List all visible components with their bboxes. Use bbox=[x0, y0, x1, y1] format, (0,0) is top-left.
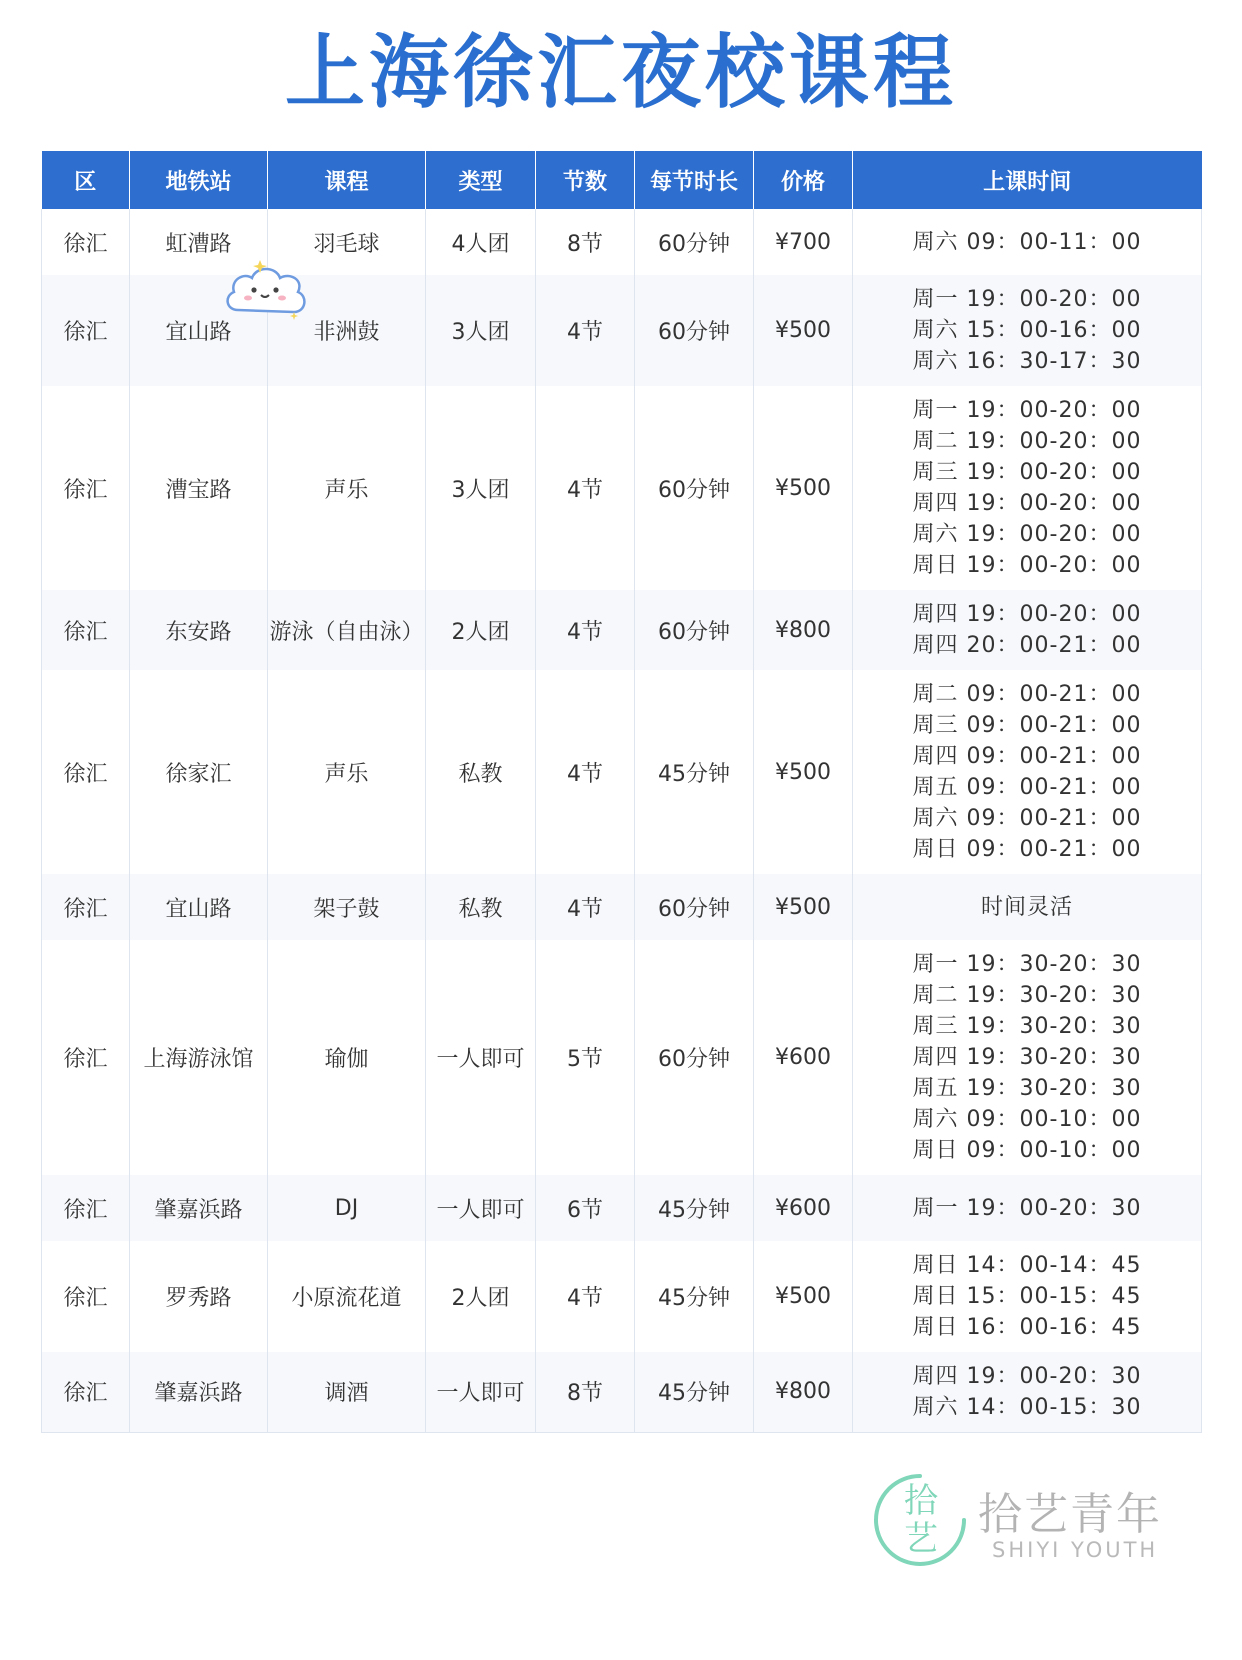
schedule-line: 周六 16：30-17：30 bbox=[912, 349, 1142, 374]
cloud-sticker-icon bbox=[220, 258, 312, 328]
cell-district: 徐汇 bbox=[42, 209, 130, 275]
schedule-line: 周四 20：00-21：00 bbox=[912, 633, 1142, 658]
cell-price: ¥800 bbox=[754, 1352, 853, 1432]
schedule-line: 周二 19：00-20：00 bbox=[912, 429, 1142, 454]
schedule-line: 周四 19：00-20：00 bbox=[912, 602, 1142, 627]
cell-duration: 60分钟 bbox=[635, 590, 754, 670]
cell-type: 私教 bbox=[426, 670, 536, 874]
cell-course: 小原流花道 bbox=[268, 1241, 426, 1352]
cell-schedule bbox=[853, 590, 1202, 670]
cell-price: ¥500 bbox=[754, 874, 853, 940]
page-title: 上海徐汇夜校课程 bbox=[285, 26, 957, 119]
schedule-line: 周三 09：00-21：00 bbox=[912, 713, 1142, 738]
schedule-line: 周日 14：00-14：45 bbox=[912, 1253, 1142, 1278]
table-row bbox=[42, 590, 1202, 670]
cell-duration: 60分钟 bbox=[635, 386, 754, 590]
cell-course: 架子鼓 bbox=[268, 874, 426, 940]
cell-course: DJ bbox=[268, 1175, 426, 1241]
header-district: 区 bbox=[42, 151, 130, 209]
cell-type: 2人团 bbox=[426, 590, 536, 670]
cell-duration: 45分钟 bbox=[635, 670, 754, 874]
cell-sessions: 4节 bbox=[536, 1241, 635, 1352]
cell-duration: 45分钟 bbox=[635, 1241, 754, 1352]
table-header-row bbox=[42, 151, 1202, 209]
cell-duration: 60分钟 bbox=[635, 874, 754, 940]
schedule-line: 周六 14：00-15：30 bbox=[912, 1394, 1142, 1420]
cell-course: 瑜伽 bbox=[268, 940, 426, 1175]
cell-district: 徐汇 bbox=[42, 1241, 130, 1352]
cell-station: 虹漕路 bbox=[130, 209, 268, 275]
watermark-logo-icon bbox=[870, 1470, 970, 1570]
cell-schedule bbox=[853, 209, 1202, 275]
cell-sessions: 4节 bbox=[536, 590, 635, 670]
cell-station: 东安路 bbox=[130, 590, 268, 670]
cell-course: 声乐 bbox=[268, 670, 426, 874]
cell-type: 4人团 bbox=[426, 209, 536, 275]
cell-district: 徐汇 bbox=[42, 670, 130, 874]
schedule-line: 周五 19：30-20：30 bbox=[912, 1076, 1142, 1101]
watermark-subtitle: SHIYI YOUTH bbox=[992, 1538, 1159, 1562]
schedule-line: 周三 19：30-20：30 bbox=[912, 1014, 1142, 1039]
header-price: 价格 bbox=[754, 151, 853, 209]
cell-type: 私教 bbox=[426, 874, 536, 940]
cell-station: 罗秀路 bbox=[130, 1241, 268, 1352]
cell-price: ¥600 bbox=[754, 940, 853, 1175]
table-row bbox=[42, 1175, 1202, 1241]
cell-type: 一人即可 bbox=[426, 1175, 536, 1241]
header-course: 课程 bbox=[268, 151, 426, 209]
cell-price: ¥500 bbox=[754, 275, 853, 386]
cell-station: 宜山路 bbox=[130, 275, 268, 386]
schedule-line: 周一 19：00-20：00 bbox=[912, 287, 1142, 312]
table-row bbox=[42, 1241, 1202, 1352]
cell-sessions: 4节 bbox=[536, 386, 635, 590]
cell-station: 肇嘉浜路 bbox=[130, 1352, 268, 1432]
cell-district: 徐汇 bbox=[42, 275, 130, 386]
table-row bbox=[42, 386, 1202, 590]
cell-district: 徐汇 bbox=[42, 386, 130, 590]
cell-sessions: 4节 bbox=[536, 670, 635, 874]
watermark-logo-text: 拾艺 bbox=[904, 1481, 938, 1559]
cell-duration: 60分钟 bbox=[635, 940, 754, 1175]
schedule-line: 周日 09：00-21：00 bbox=[912, 837, 1142, 862]
header-station: 地铁站 bbox=[130, 151, 268, 209]
cell-schedule bbox=[853, 1175, 1202, 1241]
table-row bbox=[42, 209, 1202, 275]
schedule-line: 周六 15：00-16：00 bbox=[912, 318, 1142, 343]
cell-station: 肇嘉浜路 bbox=[130, 1175, 268, 1241]
cell-schedule bbox=[853, 386, 1202, 590]
table-row bbox=[42, 670, 1202, 874]
cell-sessions: 8节 bbox=[536, 209, 635, 275]
schedule-line: 周一 19：30-20：30 bbox=[912, 952, 1142, 977]
schedule-line: 周日 09：00-10：00 bbox=[912, 1138, 1142, 1163]
cell-course: 调酒 bbox=[268, 1352, 426, 1432]
cell-type: 2人团 bbox=[426, 1241, 536, 1352]
cell-station: 漕宝路 bbox=[130, 386, 268, 590]
cell-schedule bbox=[853, 670, 1202, 874]
cell-course: 非洲鼓 bbox=[268, 275, 426, 386]
cell-duration: 45分钟 bbox=[635, 1175, 754, 1241]
watermark bbox=[870, 1470, 1170, 1580]
schedule-line: 周四 19：00-20：30 bbox=[912, 1363, 1142, 1389]
schedule-line: 周五 09：00-21：00 bbox=[912, 775, 1142, 800]
cell-sessions: 5节 bbox=[536, 940, 635, 1175]
cell-price: ¥500 bbox=[754, 1241, 853, 1352]
cell-sessions: 4节 bbox=[536, 874, 635, 940]
cell-price: ¥500 bbox=[754, 670, 853, 874]
cell-district: 徐汇 bbox=[42, 874, 130, 940]
cell-station: 上海游泳馆 bbox=[130, 940, 268, 1175]
schedule-line: 周日 16：00-16：45 bbox=[912, 1315, 1142, 1340]
cell-type: 3人团 bbox=[426, 275, 536, 386]
cell-schedule bbox=[853, 275, 1202, 386]
cell-schedule bbox=[853, 940, 1202, 1175]
table-row bbox=[42, 940, 1202, 1175]
schedule-line: 周六 09：00-21：00 bbox=[912, 806, 1142, 831]
cell-type: 一人即可 bbox=[426, 940, 536, 1175]
table-row bbox=[42, 275, 1202, 386]
cell-district: 徐汇 bbox=[42, 1175, 130, 1241]
schedule-line: 周日 15：00-15：45 bbox=[912, 1284, 1142, 1309]
cell-schedule bbox=[853, 1241, 1202, 1352]
header-schedule: 上课时间 bbox=[853, 151, 1202, 209]
table-body bbox=[42, 209, 1202, 1432]
cell-sessions: 6节 bbox=[536, 1175, 635, 1241]
schedule-line: 周四 19：00-20：00 bbox=[912, 491, 1142, 516]
cell-duration: 60分钟 bbox=[635, 275, 754, 386]
cell-duration: 60分钟 bbox=[635, 209, 754, 275]
table-row bbox=[42, 1352, 1202, 1432]
cell-district: 徐汇 bbox=[42, 940, 130, 1175]
cell-district: 徐汇 bbox=[42, 1352, 130, 1432]
cell-type: 3人团 bbox=[426, 386, 536, 590]
schedule-line: 周六 09：00-10：00 bbox=[912, 1107, 1142, 1132]
schedule-line: 周四 19：30-20：30 bbox=[912, 1045, 1142, 1070]
cell-schedule bbox=[853, 1352, 1202, 1432]
header-duration: 每节时长 bbox=[635, 151, 754, 209]
watermark-brand: 拾艺青年 bbox=[978, 1489, 1162, 1540]
schedule-line: 周三 19：00-20：00 bbox=[912, 460, 1142, 485]
schedule-line: 周四 09：00-21：00 bbox=[912, 744, 1142, 769]
schedule-line: 周二 19：30-20：30 bbox=[912, 983, 1142, 1008]
header-type: 类型 bbox=[426, 151, 536, 209]
schedule-line: 时间灵活 bbox=[980, 894, 1073, 920]
cell-duration: 45分钟 bbox=[635, 1352, 754, 1432]
cell-station: 徐家汇 bbox=[130, 670, 268, 874]
cell-sessions: 8节 bbox=[536, 1352, 635, 1432]
cell-price: ¥700 bbox=[754, 209, 853, 275]
cell-price: ¥600 bbox=[754, 1175, 853, 1241]
course-table bbox=[41, 151, 1202, 1433]
schedule-line: 周日 19：00-20：00 bbox=[912, 553, 1142, 578]
schedule-line: 周六 09：00-11：00 bbox=[912, 229, 1142, 255]
schedule-line: 周一 19：00-20：30 bbox=[912, 1195, 1142, 1221]
header-sessions: 节数 bbox=[536, 151, 635, 209]
cell-price: ¥500 bbox=[754, 386, 853, 590]
schedule-line: 周六 19：00-20：00 bbox=[912, 522, 1142, 547]
cell-sessions: 4节 bbox=[536, 275, 635, 386]
cell-course: 游泳（自由泳） bbox=[268, 590, 426, 670]
cell-schedule bbox=[853, 874, 1202, 940]
schedule-line: 周二 09：00-21：00 bbox=[912, 682, 1142, 707]
cell-price: ¥800 bbox=[754, 590, 853, 670]
schedule-line: 周一 19：00-20：00 bbox=[912, 398, 1142, 423]
table-row bbox=[42, 874, 1202, 940]
cell-station: 宜山路 bbox=[130, 874, 268, 940]
cell-district: 徐汇 bbox=[42, 590, 130, 670]
cell-course: 羽毛球 bbox=[268, 209, 426, 275]
cell-type: 一人即可 bbox=[426, 1352, 536, 1432]
cell-course: 声乐 bbox=[268, 386, 426, 590]
